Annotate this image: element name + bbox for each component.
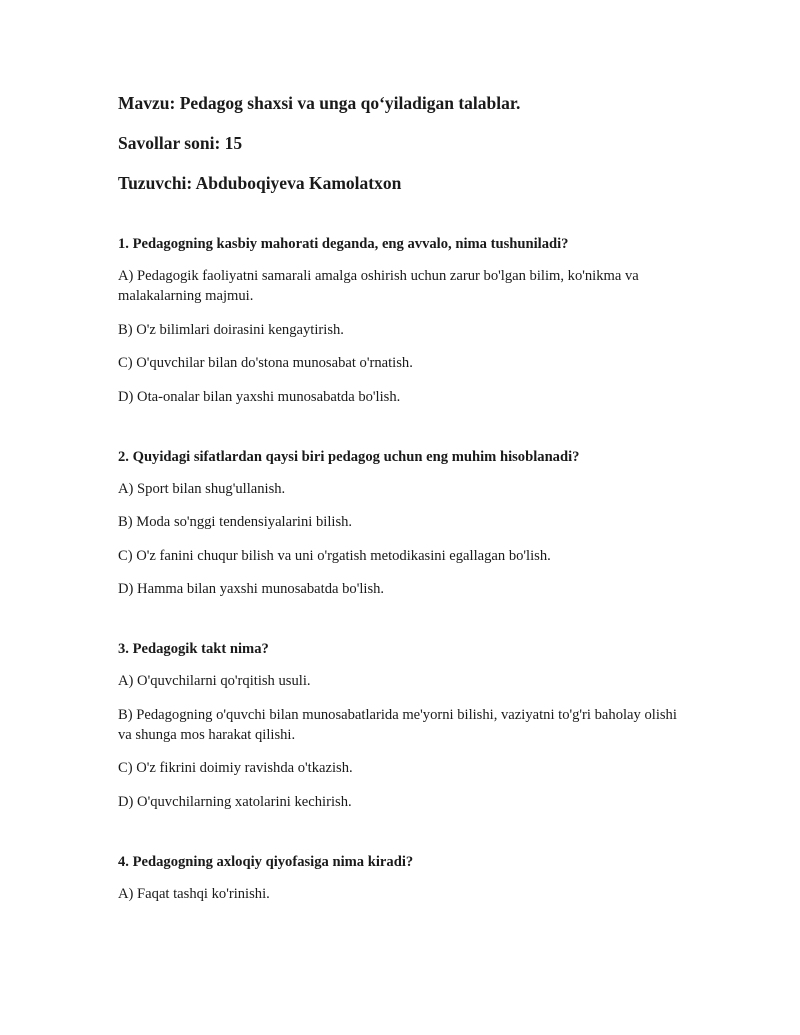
answer-option-d: D) O'quvchilarning xatolarini kechirish.	[118, 793, 352, 810]
question-title: 1. Pedagogning kasbiy mahorati deganda, eng avvalo, nima tushuniladi?	[118, 236, 569, 252]
answer-option-a: A) Sport bilan shug'ullanish.	[118, 480, 286, 497]
topic-title: Mavzu: Pedagog shaxsi va unga qo‘yiladigan talablar.	[118, 93, 521, 113]
answer-option-a: A) Faqat tashqi ko'rinishi.	[118, 885, 270, 902]
answer-option-d: D) Ota-onalar bilan yaxshi munosabatda bo'lish.	[118, 388, 401, 405]
question-title: 3. Pedagogik takt nima?	[118, 641, 269, 657]
answer-option-a: A) Pedagogik faoliyatni samarali amalga oshirish uchun zarur bo'lgan bilim, ko'nikma va malakalarning majmui.	[118, 268, 639, 304]
author-line: Tuzuvchi: Abduboqiyeva Kamolatxon	[118, 173, 402, 193]
answer-option-b: B) Pedagogning o'quvchi bilan munosabatlarida me'yorni bilishi, vaziyatni to'g'ri baholay olishi va shunga mos harakat qilishi.	[118, 706, 677, 743]
document-header	[118, 92, 688, 194]
question-count: Savollar soni: 15	[118, 133, 243, 153]
answer-option-c: C) O'z fikrini doimiy ravishda o'tkazish.	[118, 760, 353, 776]
document-page	[118, 92, 688, 944]
question-title: 4. Pedagogning axloqiy qiyofasiga nima kiradi?	[118, 853, 414, 870]
question-4	[118, 852, 688, 904]
answer-option-d: D) Hamma bilan yaxshi munosabatda bo'lish.	[118, 581, 385, 597]
answer-option-c: C) O'z fanini chuqur bilish va uni o'rgatish metodikasini egallagan bo'lish.	[118, 547, 551, 564]
answer-option-c: C) O'quvchilar bilan do'stona munosabat o'rnatish.	[118, 355, 413, 371]
question-1	[118, 234, 688, 407]
question-title: 2. Quyidagi sifatlardan qaysi biri pedagog uchun eng muhim hisoblanadi?	[118, 448, 580, 465]
answer-option-a: A) O'quvchilarni qo'rqitish usuli.	[118, 673, 311, 689]
question-2	[118, 447, 688, 600]
answer-option-b: B) Moda so'nggi tendensiyalarini bilish.	[118, 514, 353, 530]
question-3	[118, 639, 688, 812]
answer-option-b: B) O'z bilimlari doirasini kengaytirish.	[118, 321, 344, 338]
